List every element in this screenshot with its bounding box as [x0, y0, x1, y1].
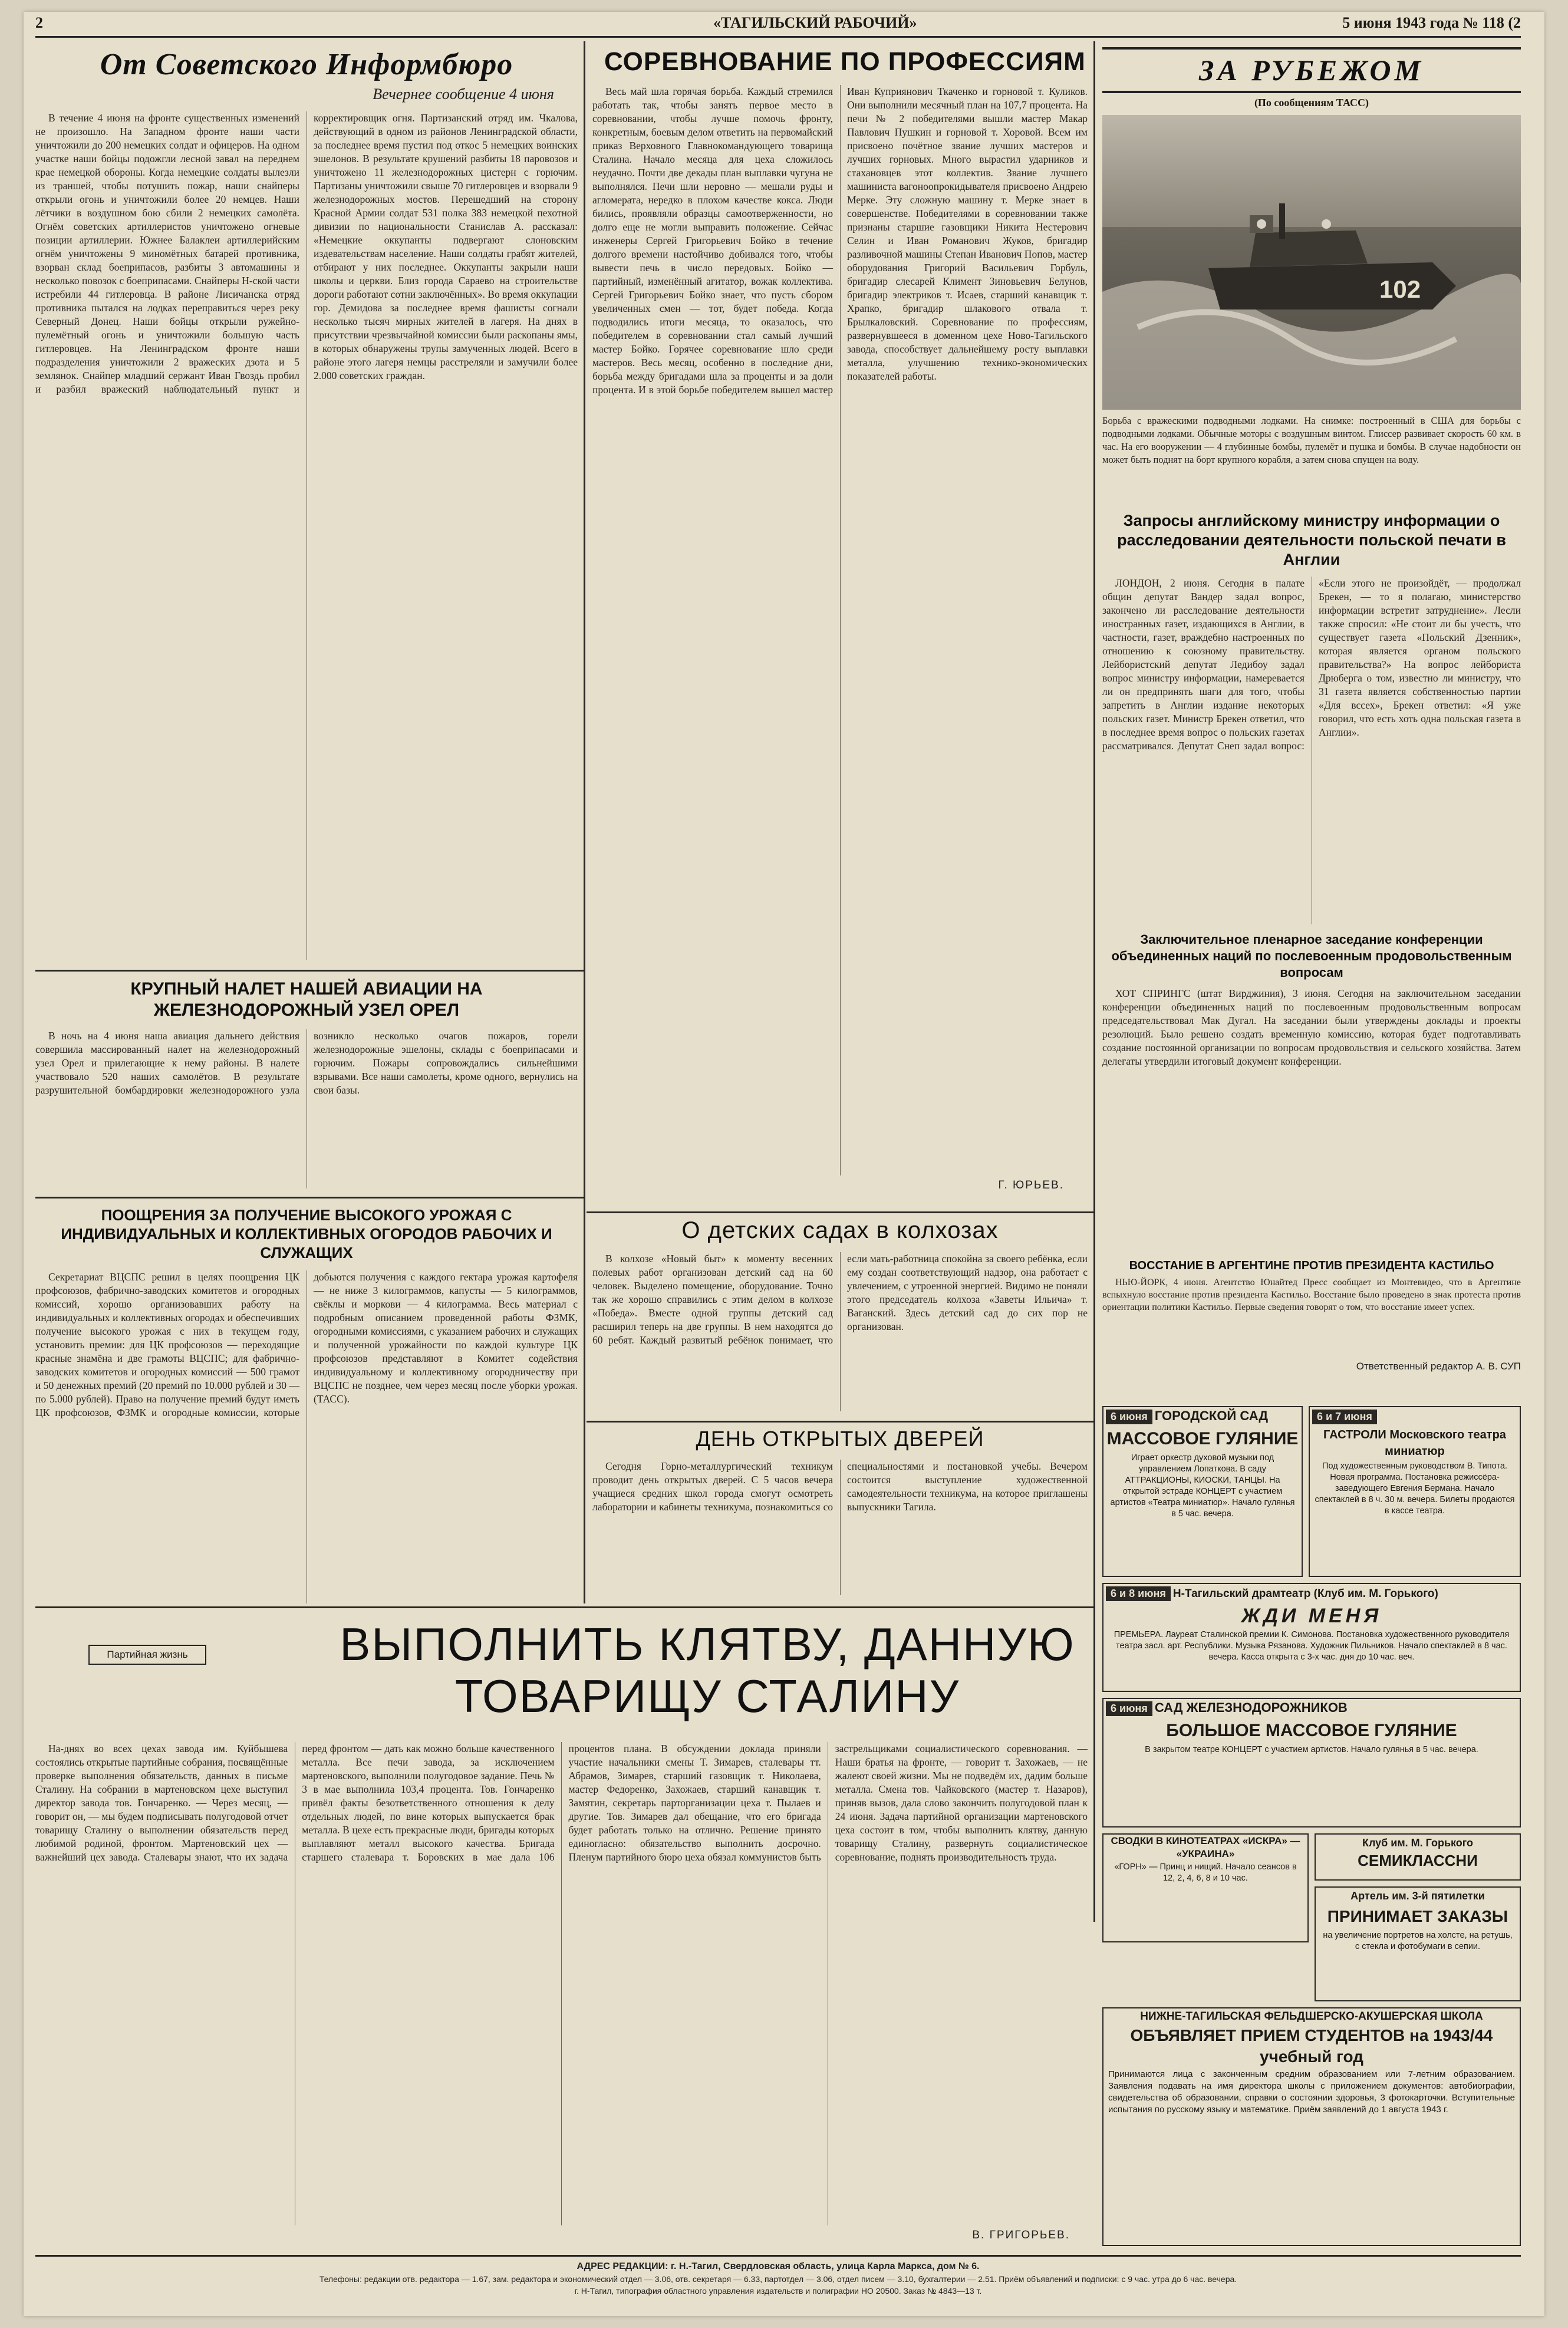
ad-city-garden: [1102, 1406, 1303, 1577]
photo-frame: [1102, 115, 1521, 410]
section-divider: [35, 1606, 1093, 1608]
page-number: 2: [35, 14, 43, 31]
sorevnovanie-author: Г. ЮРЬЕВ.: [998, 1179, 1064, 1191]
sovinform-subtitle: Вечернее сообщение 4 июня: [373, 85, 554, 103]
ad-title: ГАСТРОЛИ Московского театра миниатюр: [1323, 1428, 1506, 1458]
ad-date: 6 июня: [1106, 1701, 1152, 1716]
party-author: В. ГРИГОРЬЕВ.: [972, 2229, 1070, 2241]
harvest-article: [35, 1206, 578, 1603]
ad-railway-garden: [1102, 1698, 1521, 1828]
editor-signature: Ответственный редактор А. В. СУП: [1356, 1361, 1521, 1372]
argentina-title: ВОССТАНИЕ В АРГЕНТИНЕ ПРОТИВ ПРЕЗИДЕНТА КАСТИЛЬО: [1129, 1259, 1494, 1272]
section-divider: [587, 1421, 1093, 1423]
footer-imprint: г. Н-Тагил, типография областного управления издательств и полиграфии НО 20500. Заказ № 4843—13 т.: [574, 2286, 982, 2296]
footer-phones: Телефоны: редакции отв. редактора — 1.67, зам. редактора и экономический отдел — 3.06, отв. секретаря — 6.33, партотдел — 3.06, отдел писем — 3.10, бухгалтерии — 2.51. Приём объявлений и подписки: с 9 час. утра до 6 час. вечера.: [319, 2274, 1237, 2284]
polish-title: Запросы английскому министру информации о расследовании деятельности польской печати в Англии: [1117, 512, 1506, 568]
zarubezhom-title: ЗА РУБЕЖОМ: [1102, 47, 1521, 93]
ad-headline: СЕМИКЛАССНИ: [1358, 1852, 1478, 1869]
argentina-text: НЬЮ-ЙОРК, 4 июня. Агентство Юнайтед Пресс сообщает из Монтевидео, что в Аргентине вспыхнуло восстание против президента Кастильо. Восстание было проведено в знак протеста против ориентации политики Кастильо. Первые сведения говорят о том, что восстание имеет успех.: [1102, 1277, 1521, 1312]
ad-text: В закрытом театре КОНЦЕРТ с участием артистов. Начало гулянья в 5 час. вечера.: [1145, 1745, 1478, 1754]
party-title-block: [330, 1618, 1085, 1736]
ad-text: Играет оркестр духовой музыки под управлением Лопаткова. В саду АТТРАКЦИОНЫ, КИОСКИ, ТАНЦЫ. На открытой эстраде КОНЦЕРТ с участием артистов «Театра миниатюр». Начало гулянья в 5 час. вечера.: [1110, 1453, 1295, 1519]
ad-title: Н-Тагильский драмтеатр (Клуб им. М. Горького): [1172, 1588, 1438, 1600]
ad-title: ГОРОДСКОЙ САД: [1154, 1408, 1269, 1423]
ad-text: Под художественным руководством В. Типота. Новая программа. Постановка режиссёра-заведующего Евгения Бермана. Начало спектаклей в 8 ч. 30 м. вечера. Билеты продаются в кассе театра.: [1315, 1461, 1515, 1516]
kindergarten-text: В колхозе «Новый быт» к моменту весенних полевых работ организован детский сад на 60 человек. Выделено помещение, оборудование. Точно так же хорошо справились с этим делом в колхозе «Победа». Вместе одной группы детский сад расширил теперь на две группы. В нем находятся до 60 ребят. Каждый развитый ребёнок понимает, что если мать-работница спокойна за своего ребёнка, если ему создан соответствующий надзор, она работает с увлечением, с утроенной энергией. Видимо не поняли этого председатель колхоза «Заветы Ильича» т. Ваганский. Здесь детский сад до сих пор не организован.: [592, 1253, 1088, 1346]
sovinform-title: От Советского Информбюро: [100, 48, 513, 81]
party-article: [35, 1742, 1088, 2249]
ad-headline: ЖДИ МЕНЯ: [1241, 1605, 1382, 1627]
issue-date: 5 июня 1943 года № 118 (2: [1342, 14, 1521, 31]
ad-date: 6 июня: [1106, 1410, 1152, 1424]
sorevnovanie-article: [592, 47, 1088, 1209]
harvest-text: Секретариат ВЦСПС решил в целях поощрения ЦК профсоюзов, фабрично-заводских комитетов и огородных комиссий, хорошо организовавших работу на индивидуальных и коллективных огородах и обеспечивших получение высокого урожая с них в текущем году, установить премии: для ЦК профсоюзов — переходящие красные знамёна и две грамоты ВЦСПС; для фабрично-заводских комитетов и огородных комиссий — 500 грамот и 50 денежных премий (20 премий по 10.000 рублей и 30 — по 5.000 рублей). Право на получение премий будут иметь ЦК профсоюзов, ФЗМК и огородные комиссии, которые добьются получения с каждого гектара урожая картофеля — не ниже 3 килограммов, капусты — 5 килограммов, свёклы и моркови — 4 килограмма. Весь материал с подробным описанием проведенной работы ФЗМК, огородными комиссиями, с указанием рабочих и служащих и полученной урожайности по каждой культуре ЦК профсоюзов представляют в Комитет содействия индивидуальному и коллективному огородничеству при ВЦСПС не позднее, чем через месяц после уборки урожая. (ТАСС).: [35, 1271, 578, 1418]
party-text: На-днях во всех цехах завода им. Куйбышева состоялись открытые партийные собрания, посвящённые проверке выполнения обязательств, данных в письме Сталину. На собрании в мартеновском цехе выступил директор завода тов. Гончаренко. — Через месяц, — говорит он, — мы будем подписывать полугодовой отчет товарищу Сталину о выполнении обязательств перед любимой родиной, фронтом. Мартеновский цех — важнейший цех завода. Сталевары знают, что их задача перед фронтом — дать как можно больше качественного металла. Все печи завода, за исключением мартеновского, выполнили полугодовое задание. Печь № 3 в мае выполнила 103,4 процента. Тов. Гончаренко привёл факты безответственного отношения к делу отдельных людей, по вине которых выпускается брак металла. В цехе есть прекрасные люди, бригады которых выплавляют металл высокого качества. Бригада старшего сталевара т. Боровских в мае дала 106 процентов плана. В обсуждении доклада приняли участие начальники смены Т. Зимарев, сталевары тт. Абрамов, Зимарев, старший газовщик т. Николаева, мастер Федоренко, Захожаев, старший канавщик т. Замятин, секретарь парторганизации цеха т. Пылаев и другие. Тов. Зимарев дал обещание, что его бригада будет работать только на отлично. Решение принято единогласно: обязательство выполнить досрочно. Пленум партийного бюро цеха обязал коммунистов быть застрельщиками социалистического соревнования. — Наши братья на фронте, — говорит т. Захожаев, — не жалеют своей жизни. Мы не подведём их, дадим больше металла. Смена тов. Чайковского (мастер т. Назаров), приняв вызов, дала слово закончить полугодовой план к 24 июня. Задача партийной организации мартеновского цеха состоит в том, чтобы выполнить клятву, данную товарищу Сталину, развернуть социалистическое соревнование, поднять производительность труда.: [35, 1743, 1088, 1863]
ad-title: САД ЖЕЛЕЗНОДОРОЖНИКОВ: [1154, 1700, 1348, 1715]
raid-title: КРУПНЫЙ НАЛЕТ НАШЕЙ АВИАЦИИ НА ЖЕЛЕЗНОДОРОЖНЫЙ УЗЕЛ ОРЕЛ: [130, 979, 483, 1020]
ad-title: СВОДКИ В КИНОТЕАТРАХ «ИСКРА» — «УКРАИНА»: [1111, 1835, 1300, 1859]
opendoors-text: Сегодня Горно-металлургический техникум проводит день открытых дверей. С 5 часов вечера учащиеся средних школ города смогут осмотреть лаборатории и кабинеты техникума, познакомиться со специальностями и постановкой учебы. Вечером состоится выступление художественной самодеятельности техникума, на которое приглашены выпускники Тагила.: [592, 1460, 1088, 1513]
opendoors-title: ДЕНЬ ОТКРЫТЫХ ДВЕРЕЙ: [696, 1427, 984, 1451]
harvest-title: ПООЩРЕНИЯ ЗА ПОЛУЧЕНИЕ ВЫСОКОГО УРОЖАЯ С ИНДИВИДУАЛЬНЫХ И КОЛЛЕКТИВНЫХ ОГОРОДОВ РАБОЧИХ И СЛУЖАЩИХ: [61, 1206, 552, 1262]
ad-artel: [1315, 1886, 1521, 2001]
ad-headline: ОБЪЯВЛЯЕТ ПРИЕМ СТУДЕНТОВ на 1943/44 учебный год: [1130, 2026, 1493, 2066]
ad-headline: МАССОВОЕ ГУЛЯНИЕ: [1106, 1429, 1299, 1448]
party-title: ВЫПОЛНИТЬ КЛЯТВУ, ДАННУЮ ТОВАРИЩУ СТАЛИНУ: [340, 1618, 1075, 1722]
ad-date: 6 и 8 июня: [1106, 1586, 1171, 1601]
boat-number: 102: [1379, 275, 1421, 303]
masthead: [35, 12, 1521, 38]
ad-cinema: [1102, 1833, 1309, 1942]
section-divider: [35, 1197, 584, 1198]
raid-text: В ночь на 4 июня наша авиация дальнего действия совершила массированный налет на железнодорожный узел Орел и прилегающие к нему районы. В налете участвовало 520 наших самолётов. В результате разрушительной бомбардировки железнодорожного узла возникло несколько очагов пожаров, горели железнодорожные эшелоны, склады с боеприпасами и горючим. Пожары сопровождались сильнейшими взрывами. Все наши самолеты, кроме одного, вернулись на свои базы.: [35, 1030, 578, 1096]
ad-title: НИЖНЕ-ТАГИЛЬСКАЯ ФЕЛЬДШЕРСКО-АКУШЕРСКАЯ ШКОЛА: [1140, 2010, 1483, 2023]
section-divider: [35, 970, 584, 972]
party-rubric: Партийная жизнь: [88, 1645, 206, 1665]
ad-title: Клуб им. М. Горького: [1362, 1837, 1474, 1849]
boat-photo: [1102, 115, 1521, 410]
polish-text: ЛОНДОН, 2 июня. Сегодня в палате общин депутат Вандер задал вопрос, закончено ли расследование деятельности иностранных газет, издающихся в Англии, в частности, газет, враждебно настроенных по отношению к союзному правительству. Лейбористский депутат Ледибоу задал вопрос министру информации, намеревается ли он предпринять шаги для того, чтобы запретить в Англии издание некоторых польских газет. Министр Брекен ответил, что в последнее время вопрос о польских газетах рассматривался. Депутат Снеп задал вопрос: «Если этого не произойдёт, — продолжал Брекен, — то я полагаю, министерство информации встретит затруднение». Лесли также спросил: «Не стоит ли бы учесть, что существует газета «Польский Дзенник», которая является органом польского правительства?» На вопрос лейбориста Дрюберга о том, известно ли министру, что 31 газета является собственностью партии «Для вссех», Брекен ответил: «Я уже говорил, что есть хоть одна польская газета в Англии».: [1102, 577, 1521, 752]
zarubezhom-source: (По сообщениям ТАСС): [1254, 97, 1369, 108]
conference-text: ХОТ СПРИНГС (штат Вирджиния), 3 июня. Сегодня на заключительном заседании конференции объединенных наций по послевоенным продовольственным вопросам председательствовал Мак Дугал. На заседании были утверждены доклады и проекты резолюций. Было решено создать временную комиссию, которая будет подготавливать создание постоянной организации по вопросам продовольствия и сельского хозяйства. Затем делегаты утвердили итоговый документ конференции.: [1102, 987, 1521, 1067]
kindergarten-title: О детских садах в колхозах: [681, 1217, 999, 1243]
sorevnovanie-text: Весь май шла горячая борьба. Каждый стремился работать так, чтобы занять первое место в соревновании, чтобы лучше помочь фронту, конкретным, боевым делом ответить на первомайский приказ Верховного Главнокомандующего товарища Сталина. Начало месяца для цеха сложилось неудачно. Почти две декады план выплавки чугуна не выполнялся. Печи шли неровно — мешали руды и агломерата, нередко в плохом качестве кокса. Люди бились, проявляли образцы самоотверженности, но долго еще не могли выправить положение. Сейчас инженеры Сергей Григорьевич Бойко в течение долгого времени настойчиво добивался того, чтобы вывести печь в число передовых. Бойко — партийный, изменённый агитатор, вожак коллектива. Сергей Григорьевич Бойко знает, что пусть сбором увеличенных смен — тот, будет победа. Когда подводились итоги месяца, то оказалось, что победителем в соревновании стал самый лучший мастер Бойко. Горячее соревнование шло среди мастеров. Весь месяц, особенно в последние дни, борьба между бригадами шла за проценты и за доли процента. И в этой борьбе победителем вышел мастер Иван Куприянович Ткаченко и горновой т. Куликов. Они выполнили месячный план на 107,7 процента. На печи № 2 победителями вышли мастер Макар Павлович Пушкин и горновой т. Хоровой. Всем им присвоено почётное звание лучших мастеров и лучших горновых. Много вырастил ударников и стахановцев этот коллектив. Звание лучшего машиниста вагоноопрокидывателя присвоено Андрею Мерке. Эту сложную машину т. Мерке знает в совершенстве. Победителями в соревновании также признаны старшие газовщики Никита Нестерович Селин и Иван Романович Жуков, бригадир разливочной машины Степан Иванович Попов, мастер оборудования Григорий Васильевич Горбуль, бригадир слесарей Климент Зиновьевич Белунов, бригадир электриков т. Исаев, старший канавщик т. Храпко, бригадир шлакового отвала т. Брылкаловский. Соревнование по профессиям, развернувшееся в доменном цехе Ново-Тагильского завода, способствует дальнейшему росту выплавки металла, улучшению технико-экономических показателей работы.: [592, 85, 1088, 396]
ad-theatre-miniatures: [1309, 1406, 1521, 1577]
sovinform-article: [35, 47, 578, 967]
ad-drama-theatre: [1102, 1583, 1521, 1692]
ad-text: «ГОРН» — Принц и нищий. Начало сеансов в 12, 2, 4, 6, 8 и 10 час.: [1114, 1862, 1297, 1883]
column-rule: [584, 41, 585, 1603]
opendoors-article: [592, 1427, 1088, 1603]
raid-article: [35, 979, 578, 1194]
newspaper-name: «ТАГИЛЬСКИЙ РАБОЧИЙ»: [713, 14, 917, 31]
footer: [35, 2255, 1521, 2297]
boat-photo-image: [1102, 115, 1521, 410]
footer-address: АДРЕС РЕДАКЦИИ: г. Н.-Тагил, Свердловская область, улица Карла Маркса, дом № 6.: [577, 2261, 980, 2271]
ad-text: на увеличение портретов на холсте, на ретушь, с стекла и фотобумаги в сепии.: [1323, 1931, 1513, 1951]
conference-title: Заключительное пленарное заседание конференции объединенных наций по послевоенным продовольственным вопросам: [1111, 932, 1512, 980]
ad-medical-school: [1102, 2007, 1521, 2246]
photo-caption: Борьба с вражескими подводными лодками. На снимке: построенный в США для борьбы с подводными лодками. Обычные моторы с воздушным винтом. Глиссер развивает скорость 60 км. в час. На его вооружении — 4 глубинные бомбы, пулемёт и пушка и бомбы. В случае надобности он может быть поднят на борт крупного корабля, а затем снова спущен на воду.: [1102, 415, 1521, 465]
ad-headline: ПРИНИМАЕТ ЗАКАЗЫ: [1327, 1907, 1508, 1925]
ad-date: 6 и 7 июня: [1312, 1410, 1377, 1424]
argentina-article: [1102, 1259, 1521, 1394]
ad-title: Артель им. 3-й пятилетки: [1350, 1890, 1485, 1902]
sorevnovanie-title: СОРЕВНОВАНИЕ ПО ПРОФЕССИЯМ: [604, 47, 1086, 76]
section-divider: [587, 1211, 1093, 1213]
sovinform-text: В течение 4 июня на фронте существенных изменений не произошло. На Западном фронте наши части уничтожили до 200 немецких солдат и офицеров. На одном участке наши бойцы подожгли лесной завал на переднем крае немецкой обороны. Когда немецкие солдаты вылезли из траншей, чтобы потушить пожар, наши снайперы открыли огонь и уничтожили более 20 немцев. Наши лётчики в воздушном бою сбили 2 немецких самолёта. Огнём советских артиллеристов уничтожено огневые позиции артиллерии. Южнее Балаклеи артиллерийским огнём уничтожены 9 миномётных батарей противника, взорван склад боеприпасов, разбиты 3 автомашины и несколько повозок с боеприпасами. Снайперы Н-ской части истребили 44 гитлеровца. В районе Лисичанска отряд противника пытался на лодках переправиться через реку Северный Донец. Наши бойцы открыли ружейно-пулемётный огонь и уничтожили большую часть гитлеровцев. На Ленинградском фронте наши подразделения уничтожили 2 вражеских дзота и 5 землянок. Снайпер младший сержант Иван Гвоздь пробил и разбил вражеский наблюдательный пункт и корректировщик огня. Партизанский отряд им. Чкалова, действующий в одном из районов Ленинградской области, за последнее время пустил под откос 5 немецких воинских эшелонов. В результате крушений разбиты 18 паровозов и уничтожено 11 железнодорожных цистерн с горючим. Партизаны уничтожили свыше 70 гитлеровцев и взорвали 9 железнодорожных мостов. Перешедший на сторону Красной Армии солдат 531 полка 383 немецкой пехотной дивизии по национальности Станислав А. рассказал: «Немецкие оккупанты подвергают слоновским издевательствам население. Наши солдаты грабят жителей, отбирают у них последнее. Оккупанты закрыли наши школы и церкви. Близ города Сараево на строительстве дороги работают сотни заключённых». Во время оккупации гор. Демидова за последнее время фашисты согнали несколько тысяч мирных жителей в лагеря. На днях в присутствии чрезвычайной комиссии были раскопаны ямы, в которых обнаружены трупы замученных людей. Всего в районе этого лагеря немцы расстреляли и замучили более 2.000 советских граждан.: [35, 112, 578, 395]
ad-text: ПРЕМЬЕРА. Лауреат Сталинской премии К. Симонова. Постановка художественного руководителя театра засл. арт. Республики. Музыка Рязанова. Художник Пильников. Начало спектаклей в 8 час. вечера. Касса открыта с 3-х час. дня до 10 час. веч.: [1114, 1630, 1510, 1662]
column-rule: [1093, 41, 1095, 1922]
zarubezhom-section: [1102, 47, 1521, 1256]
ad-gorky-club: [1315, 1833, 1521, 1881]
ad-text: Принимаются лица с законченным средним образованием или 7-летним образованием. Заявления подавать на имя директора школы с приложением документов: автобиографии, свидетельства об образовании, справки о состоянии здоровья, 3 фотокарточки. Вступительные испытания по русскому языку и математике. Приём заявлений до 1 августа 1943 г.: [1108, 2069, 1515, 2115]
kindergarten-article: [592, 1217, 1088, 1418]
ad-headline: БОЛЬШОЕ МАССОВОЕ ГУЛЯНИЕ: [1166, 1721, 1457, 1740]
